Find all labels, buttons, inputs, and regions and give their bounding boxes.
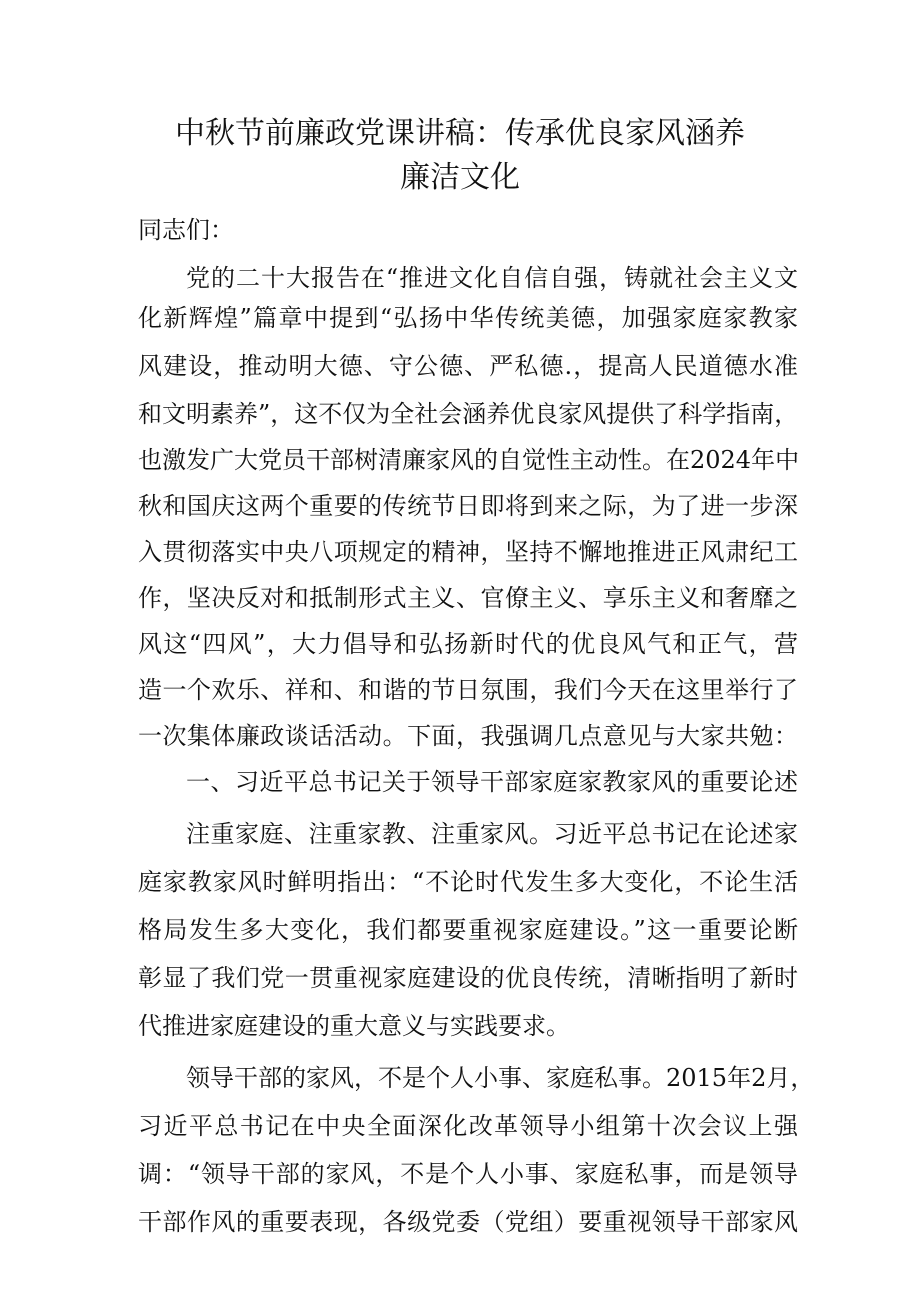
- paragraph-line: 党的二十大报告在“推进文化自信自强，铸就社会主义文: [186, 264, 798, 292]
- paragraph-line: 风建设，推动明大德、守公德、严私德.，提高人民道德水准: [138, 352, 798, 380]
- paragraph-line: 干部作风的重要表现，各级党委（党组）要重视领导干部家风: [138, 1208, 798, 1236]
- salutation: 同志们：: [138, 216, 234, 244]
- document-title-line-2: 廉洁文化: [400, 160, 520, 195]
- paragraph-line: 代推进家庭建设的重大意义与实践要求。: [138, 1012, 570, 1040]
- paragraph-line: 彰显了我们党一贯重视家庭建设的优良传统，清晰指明了新时: [138, 964, 798, 992]
- paragraph-line: 也激发广大党员干部树清廉家风的自觉性主动性。在2024年中: [138, 446, 800, 474]
- paragraph-line: 注重家庭、注重家教、注重家风。习近平总书记在论述家: [186, 820, 798, 848]
- paragraph-line: 调：“领导干部的家风，不是个人小事、家庭私事，而是领导: [138, 1160, 798, 1188]
- paragraph-line: 风这“四风”，大力倡导和弘扬新时代的优良风气和正气，营: [138, 630, 798, 658]
- paragraph-line: 领导干部的家风，不是个人小事、家庭私事。2015年2月，: [186, 1064, 815, 1092]
- paragraph-line: 造一个欢乐、祥和、和谐的节日氛围，我们今天在这里举行了: [138, 676, 798, 704]
- paragraph-line: 一次集体廉政谈话活动。下面，我强调几点意见与大家共勉：: [138, 722, 798, 750]
- paragraph-line: 秋和国庆这两个重要的传统节日即将到来之际，为了进一步深: [138, 492, 798, 520]
- section-heading: 一、习近平总书记关于领导干部家庭家教家风的重要论述: [186, 768, 798, 796]
- paragraph-line: 和文明素养”，这不仅为全社会涵养优良家风提供了科学指南，: [138, 400, 799, 428]
- paragraph-line: 化新辉煌”篇章中提到“弘扬中华传统美德，加强家庭家教家: [138, 304, 798, 332]
- paragraph-line: 格局发生多大变化，我们都要重视家庭建设。”这一重要论断: [138, 916, 798, 944]
- paragraph-line: 作，坚决反对和抵制形式主义、官僚主义、享乐主义和奢靡之: [138, 584, 798, 612]
- paragraph-line: 入贯彻落实中央八项规定的精神，坚持不懈地推进正风肃纪工: [138, 538, 798, 566]
- paragraph-line: 习近平总书记在中央全面深化改革领导小组第十次会议上强: [138, 1112, 798, 1140]
- document-title-line-1: 中秋节前廉政党课讲稿：传承优良家风涵养: [175, 116, 745, 151]
- paragraph-line: 庭家教家风时鲜明指出：“不论时代发生多大变化，不论生活: [138, 868, 798, 896]
